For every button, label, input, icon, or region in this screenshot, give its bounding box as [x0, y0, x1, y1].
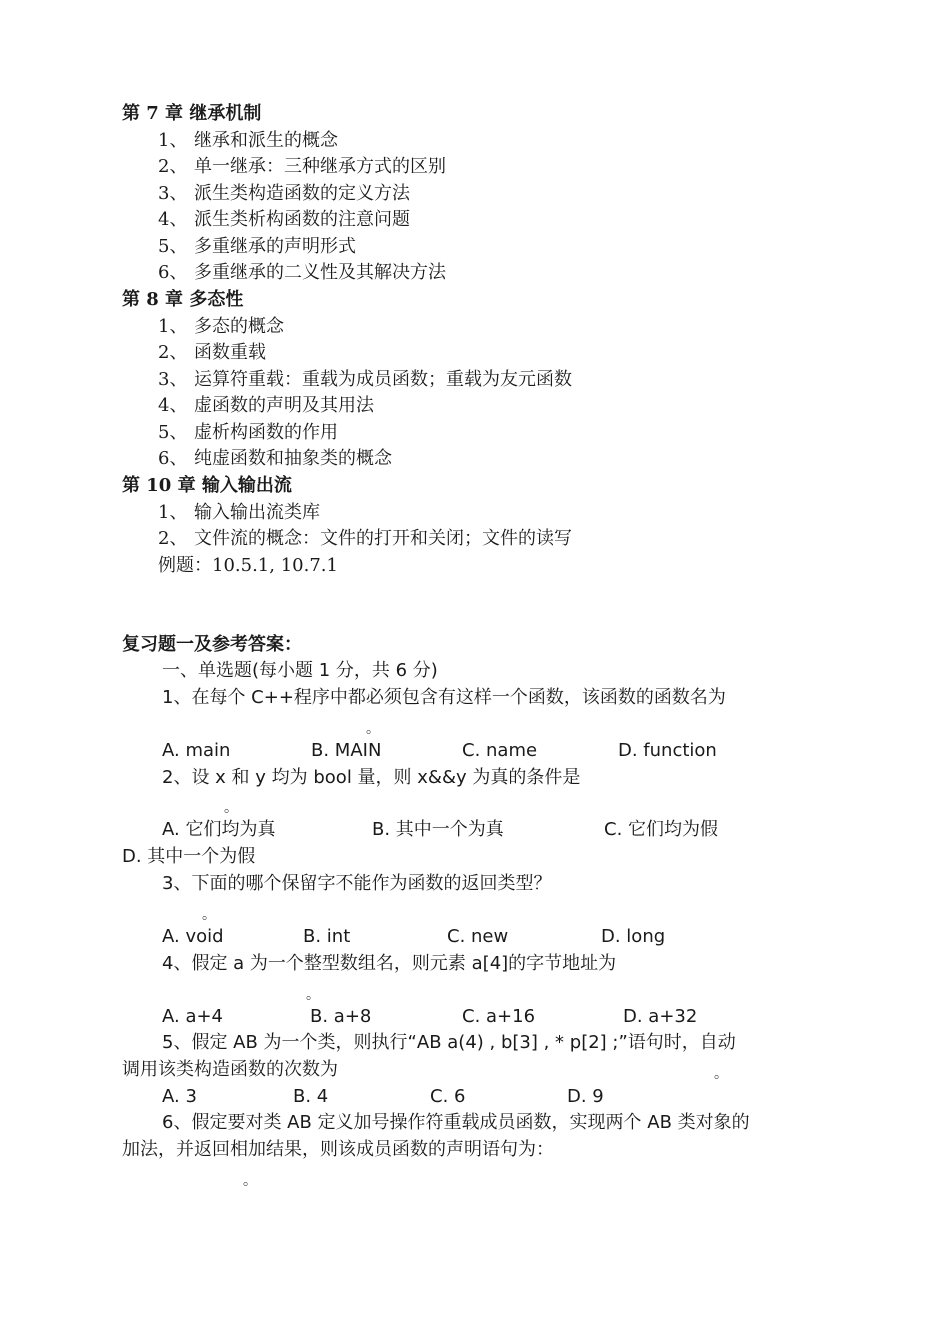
chapter-title: 第 7 章 继承机制 [122, 103, 262, 124]
blank-mark: 。 [366, 721, 380, 737]
option: A. 它们均为真 [162, 819, 276, 840]
list-item: 1、 输入输出流类库 [158, 502, 320, 523]
option: D. a+32 [623, 1006, 698, 1027]
option: A. void [162, 926, 224, 947]
option: A. 3 [162, 1086, 197, 1107]
question-stem: 2、设 x 和 y 均为 bool 量，则 x&&y 为真的条件是 [162, 767, 581, 788]
blank-mark: 。 [202, 907, 216, 923]
list-item: 3、 运算符重载：重载为成员函数；重载为友元函数 [158, 369, 572, 390]
option: B. 其中一个为真 [372, 819, 504, 840]
option: C. new [447, 926, 509, 947]
question-stem: 5、假定 AB 为一个类，则执行“AB a(4) , b[3] , * p[2] ;”语句时，自动 [162, 1032, 736, 1053]
list-item: 2、 单一继承：三种继承方式的区别 [158, 156, 446, 177]
question-stem: 3、下面的哪个保留字不能作为函数的返回类型？ [162, 873, 552, 894]
question-stem-continued: 加法，并返回相加结果，则该成员函数的声明语句为： [122, 1139, 554, 1160]
chapter-title: 第 8 章 多态性 [122, 289, 244, 310]
list-item: 2、 文件流的概念：文件的打开和关闭；文件的读写 [158, 528, 572, 549]
option: D. 其中一个为假 [122, 846, 256, 867]
option: B. int [303, 926, 351, 947]
option: A. main [162, 740, 231, 761]
blank-mark: 。 [714, 1066, 728, 1082]
example-note: 例题：10.5.1, 10.7.1 [158, 555, 338, 576]
list-item: 3、 派生类构造函数的定义方法 [158, 183, 410, 204]
option: C. a+16 [462, 1006, 536, 1027]
question-stem: 1、在每个 C++程序中都必须包含有这样一个函数，该函数的函数名为 [162, 687, 726, 708]
option: B. a+8 [310, 1006, 372, 1027]
list-item: 4、 派生类析构函数的注意问题 [158, 209, 410, 230]
list-item: 6、 纯虚函数和抽象类的概念 [158, 448, 392, 469]
option: B. 4 [293, 1086, 329, 1107]
list-item: 5、 虚析构函数的作用 [158, 422, 338, 443]
list-item: 1、 多态的概念 [158, 316, 284, 337]
blank-mark: 。 [224, 800, 238, 816]
option: C. 它们均为假 [604, 819, 719, 840]
option: D. function [618, 740, 717, 761]
option: D. 9 [567, 1086, 604, 1107]
option: B. MAIN [311, 740, 382, 761]
blank-mark: 。 [306, 987, 320, 1003]
list-item: 4、 虚函数的声明及其用法 [158, 395, 374, 416]
option: D. long [601, 926, 666, 947]
list-item: 2、 函数重载 [158, 342, 266, 363]
option: C. name [462, 740, 538, 761]
question-stem-continued: 调用该类构造函数的次数为 [122, 1059, 338, 1080]
review-title: 复习题一及参考答案： [122, 634, 302, 655]
blank-mark: 。 [243, 1173, 257, 1189]
chapter-title: 第 10 章 输入输出流 [122, 475, 292, 496]
question-stem: 6、假定要对类 AB 定义加号操作符重载成员函数，实现两个 AB 类对象的 [162, 1112, 750, 1133]
list-item: 6、 多重继承的二义性及其解决方法 [158, 262, 446, 283]
list-item: 5、 多重继承的声明形式 [158, 236, 356, 257]
question-stem: 4、假定 a 为一个整型数组名，则元素 a[4]的字节地址为 [162, 953, 617, 974]
option: A. a+4 [162, 1006, 224, 1027]
list-item: 1、 继承和派生的概念 [158, 130, 338, 151]
section-heading: 一、单选题(每小题 1 分，共 6 分) [162, 660, 438, 681]
option: C. 6 [430, 1086, 466, 1107]
